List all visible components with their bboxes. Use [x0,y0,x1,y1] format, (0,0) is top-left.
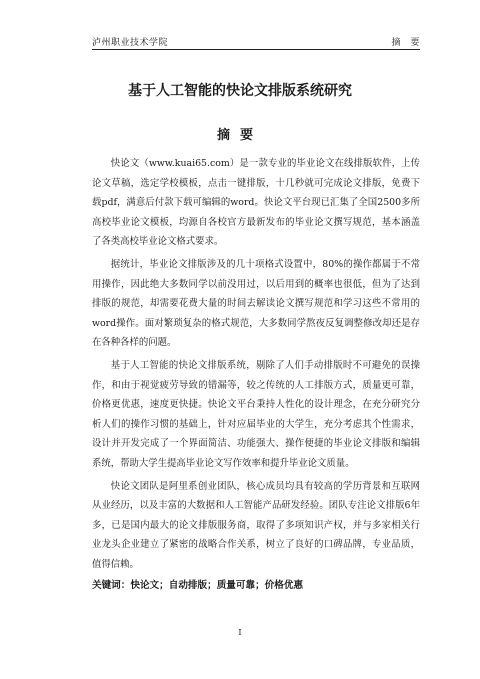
abstract-body [92,154,420,595]
abstract-paragraph: 基于人工智能的快论文排版系统，剔除了人们手动排版时不可避免的误操作，和由于视觉疲劳导致的错漏等，较之传统的人工排版方式，质量更可靠，价格更优惠，速度更快捷。快论文平台秉持人性化的设计理念，在充分研究分析人们的操作习惯的基础上，针对应届毕业的大学生，充分考虑其个性需求，设计并开发完成了一个界面简洁、功能强大、操作便捷的毕业论文排版和编辑系统，帮助大学生提高毕业论文写作效率和提升毕业论文质量。 [92,359,420,469]
header-institution: 泸州职业技术学院 [92,37,169,48]
abstract-heading: 摘要 [216,128,263,143]
header-divider [92,49,420,50]
abstract-paragraph: 快论文（www.kuai65.com）是一款专业的毕业论文在线排版软件，上传论文草稿，选定学校模板，点击一键排版，十几秒就可完成论文排版，免费下载pdf，满意后付款下载可编辑的word。快论文平台现已汇集了全国2500多所高校毕业论文模板，均源自各校官方最新发布的毕业论文撰写规范，基本涵盖了各类高校毕业论文格式要求。 [92,158,420,248]
keywords-line: 关键词：快论文；自动排版；质量可靠；价格优惠 [92,580,304,592]
abstract-paragraph: 快论文团队是阿里系创业团队，核心成员均具有较高的学历背景和互联网从业经历，以及丰富的大数据和人工智能产品研发经验。团队专注论文排版6年多，已是国内最大的论文排版服务商，取得了多项知识产权，并与多家相关行业龙头企业建立了紧密的战略合作关系，树立了良好的口碑品牌，专业品质，值得信赖。 [92,480,420,570]
page-header [92,34,420,48]
document-title: 基于人工智能的快论文排版系统研究 [128,83,352,99]
page-number: I [238,628,242,637]
abstract-paragraph: 据统计，毕业论文排版涉及的几十项格式设置中，80%的操作都属于不常用操作，因此绝大多数同学以前没用过，以后用到的概率也很低，但为了达到排版的规范，却需要花费大量的时间去解读论文撰写规范和学习这些不常用的word操作。面对繁琐复杂的格式规范，大多数同学熬夜反复调整修改却还是存在各种各样的问题。 [92,258,420,349]
header-section: 摘 要 [391,37,420,48]
